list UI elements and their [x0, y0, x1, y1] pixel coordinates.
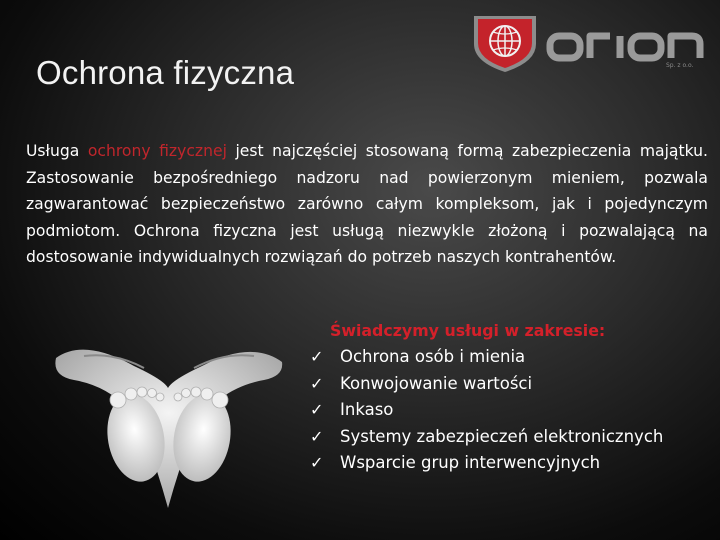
para-highlight: ochrony fizycznej [87, 142, 227, 160]
checkmark-icon: ✓ [310, 347, 324, 366]
services-section [310, 318, 710, 477]
list-item [310, 424, 710, 451]
service-label: Inkaso [340, 400, 394, 419]
checkmark-icon: ✓ [310, 426, 324, 446]
service-label: Systemy zabezpieczeń elektronicznych [340, 426, 664, 446]
services-list [310, 344, 710, 477]
logo-subtext: Sp. z o.o. [666, 62, 694, 69]
list-item [310, 397, 710, 424]
checkmark-icon: ✓ [310, 400, 324, 419]
para-before: Usługa [26, 142, 88, 160]
checkmark-icon: ✓ [310, 453, 324, 472]
service-label: Wsparcie grup interwencyjnych [340, 453, 601, 472]
shield-globe-icon [474, 16, 536, 72]
slide-title: Ochrona fizyczna [36, 54, 295, 91]
orion-logo [470, 10, 710, 74]
para-after: jest najczęściej stosowaną formą zabezpieczenia majątku. Zastosowanie bezpośredniego nadzoru nad powierzonym mieniem, pozwala zagwarantować bezpieczeństwo zarówno całym kompleksom, jak i pojedynczym podmiotom. Ochrona fizyczna jest usługą niezwykle złożoną i pozwalającą na dostosowanie indywidualnych rozwiązań do potrzeb naszych kontrahentów. [26, 142, 708, 266]
services-heading: Świadczymy usługi w zakresie: [330, 321, 606, 340]
list-item [310, 344, 710, 371]
service-label: Ochrona osób i mienia [340, 347, 526, 366]
list-item [310, 371, 710, 398]
service-label: Konwojowanie wartości [340, 373, 533, 393]
hands-holding-baby-feet-image [44, 318, 294, 518]
description-paragraph [26, 138, 708, 271]
checkmark-icon: ✓ [310, 373, 324, 393]
list-item [310, 450, 710, 477]
